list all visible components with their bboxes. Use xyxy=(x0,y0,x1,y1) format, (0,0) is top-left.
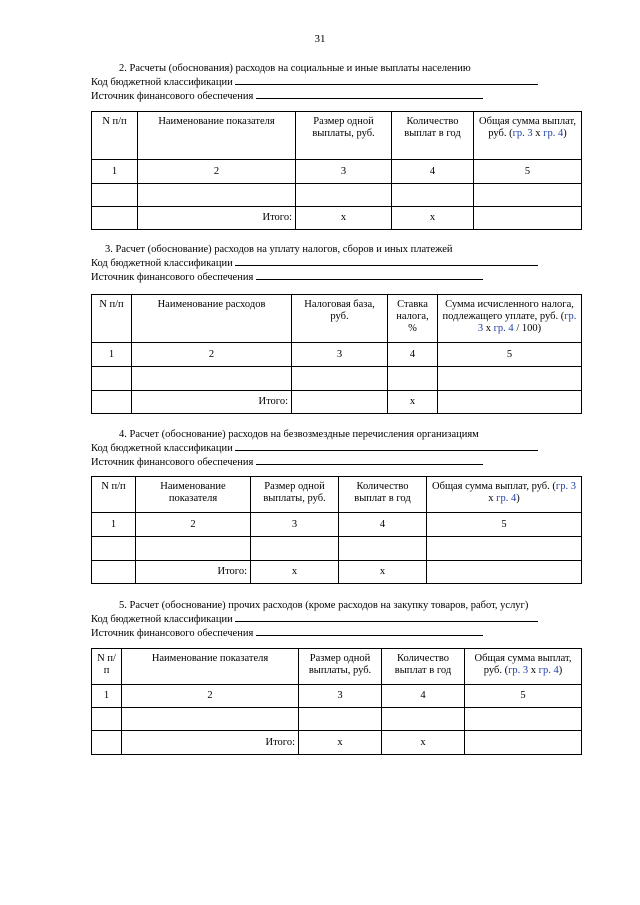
column-number: 1 xyxy=(92,685,122,708)
cell[interactable] xyxy=(292,367,388,391)
column-number: 3 xyxy=(251,513,339,537)
column-ref-link[interactable]: гр. 3 xyxy=(508,665,529,676)
cell[interactable] xyxy=(392,184,474,207)
cell[interactable] xyxy=(382,708,465,731)
total-value[interactable] xyxy=(438,391,582,414)
cell[interactable] xyxy=(92,708,122,731)
header-text: х xyxy=(532,128,544,139)
cell xyxy=(92,561,136,584)
cell[interactable] xyxy=(92,537,136,561)
column-number: 1 xyxy=(92,343,132,367)
budget-code-blank[interactable] xyxy=(235,256,538,266)
header-cell xyxy=(438,295,582,343)
social-payments-table xyxy=(91,111,582,230)
column-number: 3 xyxy=(299,685,382,708)
section-3 xyxy=(91,244,581,407)
cell xyxy=(92,731,122,755)
header-cell: Количество выплат в год xyxy=(382,649,465,685)
column-ref-link[interactable]: гр. 3 xyxy=(555,481,576,492)
column-number: 2 xyxy=(138,160,296,184)
cell[interactable] xyxy=(292,391,388,414)
budget-code-label: Код бюджетной классификации xyxy=(91,614,233,625)
cell[interactable] xyxy=(299,708,382,731)
cell[interactable] xyxy=(296,184,392,207)
header-cell: Количество выплат в год xyxy=(339,477,427,513)
total-label: Итого: xyxy=(132,391,292,414)
column-number: 4 xyxy=(388,343,438,367)
column-number: 3 xyxy=(296,160,392,184)
funding-source-blank[interactable] xyxy=(256,626,483,636)
header-text: Сумма исчисленного налога, подлежащего уплате, руб. ( xyxy=(442,299,574,322)
funding-source-label: Источник финансового обеспечения xyxy=(91,628,254,639)
section-title: 2. Расчеты (обоснования) расходов на социальные и иные выплаты населению xyxy=(119,63,471,74)
cell xyxy=(92,391,132,414)
funding-source-blank[interactable] xyxy=(256,455,483,465)
header-cell: Наименование расходов xyxy=(132,295,292,343)
header-row xyxy=(92,112,582,160)
total-label: Итого: xyxy=(138,207,296,230)
funding-source-blank[interactable] xyxy=(256,89,483,99)
column-number: 1 xyxy=(92,513,136,537)
na-mark: х xyxy=(296,207,392,230)
header-cell: Размер одной выплаты, руб. xyxy=(299,649,382,685)
na-mark: х xyxy=(251,561,339,584)
cell[interactable] xyxy=(136,537,251,561)
header-text: Общая сумма выплат, руб. ( xyxy=(474,653,572,676)
na-mark: х xyxy=(339,561,427,584)
funding-source-label: Источник финансового обеспечения xyxy=(91,457,254,468)
budget-code-label: Код бюджетной классификации xyxy=(91,258,233,269)
funding-source-label: Источник финансового обеспечения xyxy=(91,272,254,283)
header-text: х xyxy=(488,493,497,504)
cell[interactable] xyxy=(339,537,427,561)
cell[interactable] xyxy=(251,537,339,561)
section-title: 3. Расчет (обоснование) расходов на уплату налогов, сборов и иных платежей xyxy=(105,244,453,255)
column-number: 1 xyxy=(92,160,138,184)
column-ref-link[interactable]: гр. 4 xyxy=(496,493,517,504)
funding-source-line xyxy=(91,455,581,469)
column-number-row xyxy=(92,685,582,708)
na-mark: х xyxy=(382,731,465,755)
header-row xyxy=(92,649,582,685)
column-number: 4 xyxy=(339,513,427,537)
total-row xyxy=(92,391,582,414)
header-cell: Наименование показателя xyxy=(138,112,296,160)
cell[interactable] xyxy=(138,184,296,207)
budget-code-line xyxy=(91,75,581,89)
cell[interactable] xyxy=(427,537,582,561)
table-row xyxy=(92,708,582,731)
header-cell: Размер одной выплаты, руб. xyxy=(251,477,339,513)
total-value[interactable] xyxy=(465,731,582,755)
column-number: 5 xyxy=(427,513,582,537)
cell[interactable] xyxy=(92,367,132,391)
section-title: 4. Расчет (обоснование) расходов на безвозмездные перечисления организациям xyxy=(119,429,479,440)
column-number-row xyxy=(92,343,582,367)
section-title: 5. Расчет (обоснование) прочих расходов (кроме расходов на закупку товаров, работ, услуг) xyxy=(119,600,529,611)
table-row xyxy=(92,537,582,561)
column-number: 5 xyxy=(438,343,582,367)
header-cell: Размер одной выплаты, руб. xyxy=(296,112,392,160)
column-number: 2 xyxy=(132,343,292,367)
header-cell: Наименование показателя xyxy=(136,477,251,513)
funding-source-blank[interactable] xyxy=(256,270,483,280)
column-number: 5 xyxy=(465,685,582,708)
funding-source-line xyxy=(91,626,581,640)
column-number: 3 xyxy=(292,343,388,367)
header-cell: N п/п xyxy=(92,649,122,685)
column-ref-link[interactable]: гр. 3 xyxy=(512,128,533,139)
header-cell xyxy=(427,477,582,513)
column-number: 2 xyxy=(122,685,299,708)
na-mark: х xyxy=(388,391,438,414)
header-cell: N п/п xyxy=(92,477,136,513)
total-row xyxy=(92,561,582,584)
header-row xyxy=(92,477,582,513)
column-number: 2 xyxy=(136,513,251,537)
column-ref-link[interactable]: гр. 3 xyxy=(477,311,577,334)
budget-code-blank[interactable] xyxy=(235,75,538,85)
column-ref-link[interactable]: гр. 4 xyxy=(543,128,564,139)
column-number: 4 xyxy=(382,685,465,708)
header-cell: N п/п xyxy=(92,112,138,160)
cell[interactable] xyxy=(474,184,582,207)
header-cell: Ставка налога, % xyxy=(388,295,438,343)
funding-source-label: Источник финансового обеспечения xyxy=(91,91,254,102)
header-text: Общая сумма выплат, руб. ( xyxy=(432,481,556,492)
cell[interactable] xyxy=(92,184,138,207)
page-number: 31 xyxy=(314,33,326,45)
budget-code-blank[interactable] xyxy=(235,441,538,451)
header-cell: N п/п xyxy=(92,295,132,343)
budget-code-label: Код бюджетной классификации xyxy=(91,77,233,88)
header-cell xyxy=(465,649,582,685)
section-2 xyxy=(91,63,581,223)
header-cell: Количество выплат в год xyxy=(392,112,474,160)
header-text: ) xyxy=(516,493,520,504)
funding-source-line xyxy=(91,270,581,284)
header-row xyxy=(92,295,582,343)
grants-table xyxy=(91,476,582,584)
budget-code-line xyxy=(91,441,581,455)
other-expenses-table xyxy=(91,648,582,755)
cell[interactable] xyxy=(388,367,438,391)
cell[interactable] xyxy=(465,708,582,731)
column-number: 5 xyxy=(474,160,582,184)
budget-code-line xyxy=(91,256,581,270)
cell xyxy=(92,207,138,230)
total-label: Итого: xyxy=(136,561,251,584)
column-ref-link[interactable]: гр. 4 xyxy=(538,665,559,676)
section-4 xyxy=(91,429,581,577)
table-row xyxy=(92,184,582,207)
header-text: х xyxy=(483,323,494,334)
total-row xyxy=(92,207,582,230)
total-value[interactable] xyxy=(427,561,582,584)
total-label: Итого: xyxy=(122,731,299,755)
column-number: 4 xyxy=(392,160,474,184)
funding-source-line xyxy=(91,89,581,103)
na-mark: х xyxy=(299,731,382,755)
cell[interactable] xyxy=(122,708,299,731)
column-number-row xyxy=(92,160,582,184)
header-text: ) xyxy=(563,128,567,139)
budget-code-label: Код бюджетной классификации xyxy=(91,443,233,454)
column-ref-link[interactable]: гр. 4 xyxy=(493,323,514,334)
na-mark: х xyxy=(392,207,474,230)
header-text: Общая сумма выплат, руб. ( xyxy=(479,116,576,139)
taxes-table xyxy=(91,294,582,414)
header-cell xyxy=(474,112,582,160)
total-value[interactable] xyxy=(474,207,582,230)
header-cell: Наименование показателя xyxy=(122,649,299,685)
header-text: / 100) xyxy=(513,323,542,334)
table-row xyxy=(92,367,582,391)
header-text: ) xyxy=(558,665,563,676)
column-number-row xyxy=(92,513,582,537)
total-row xyxy=(92,731,582,755)
cell[interactable] xyxy=(438,367,582,391)
section-5 xyxy=(91,600,581,748)
budget-code-blank[interactable] xyxy=(235,612,538,622)
budget-code-line xyxy=(91,612,581,626)
header-text: х xyxy=(528,665,539,676)
header-cell: Налоговая база, руб. xyxy=(292,295,388,343)
cell[interactable] xyxy=(132,367,292,391)
